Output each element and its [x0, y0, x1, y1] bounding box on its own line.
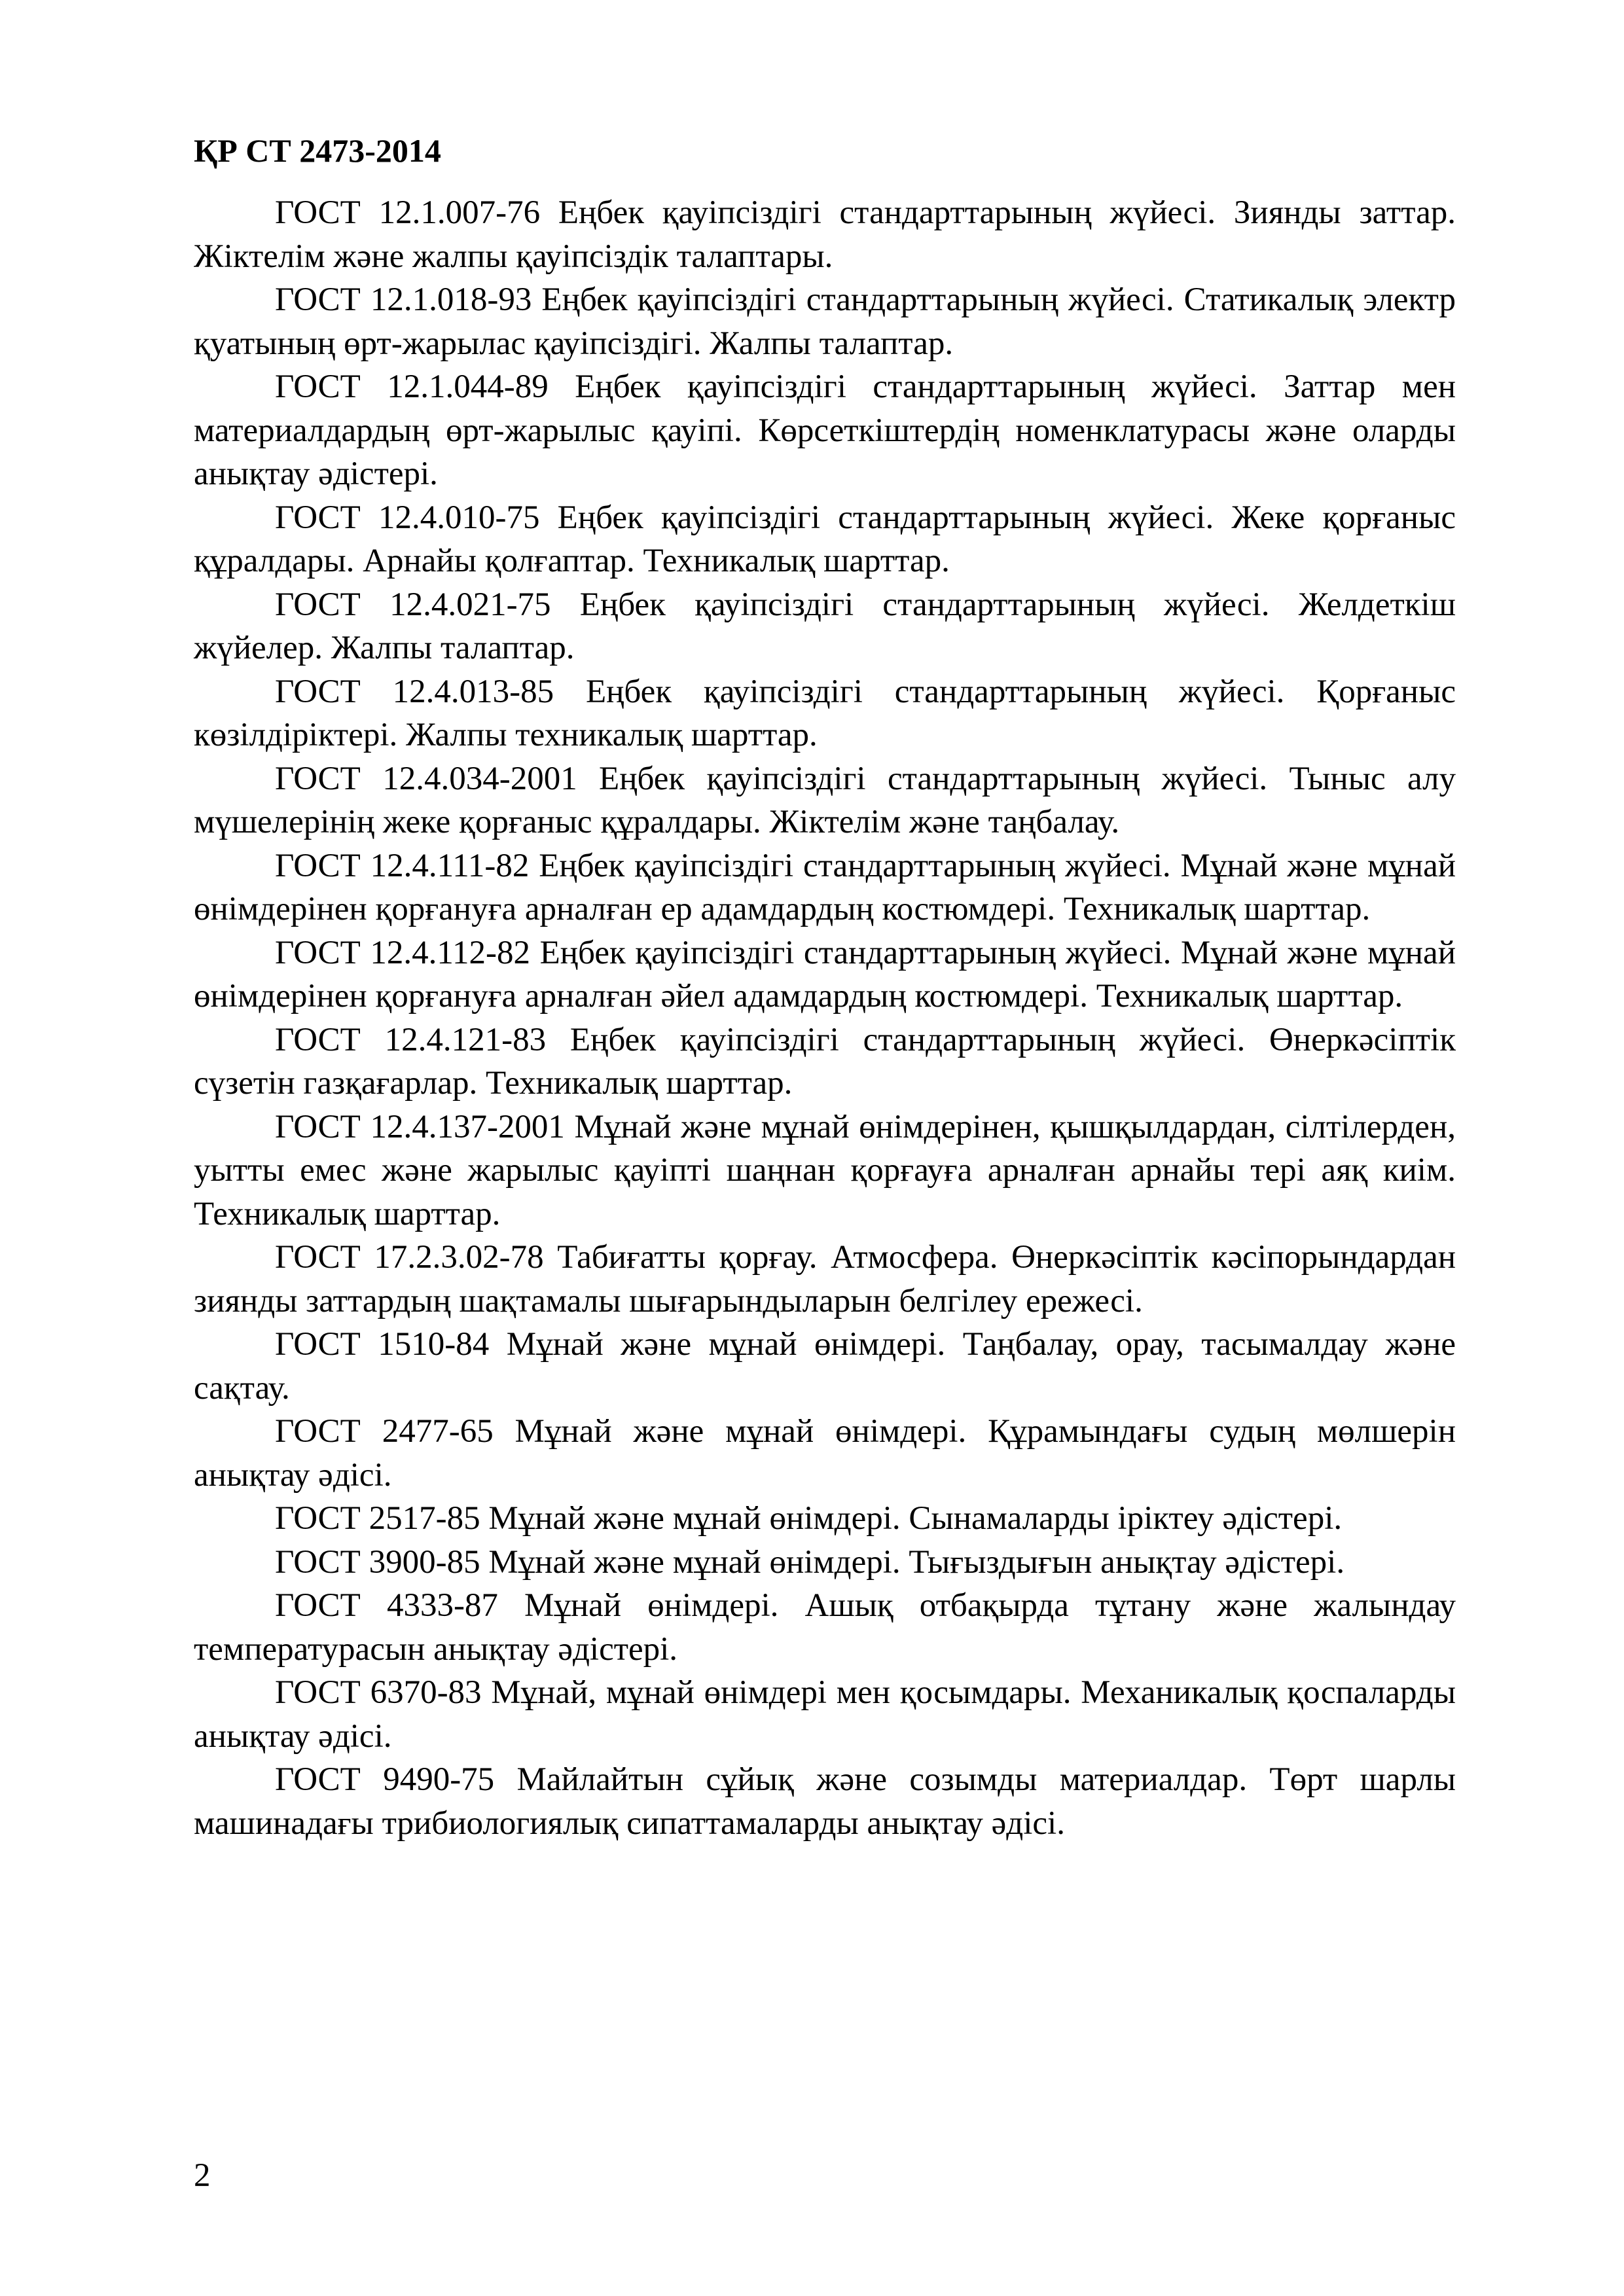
reference-item: ГОСТ 12.4.137-2001 Мұнай және мұнай өнімдерінен, қышқылдардан, сілтілерден, уытты емес және жарылыс қауіпті шаңнан қорғауға арналған арнайы тері аяқ киім. Техникалық шарттар. — [194, 1108, 1456, 1232]
reference-item: ГОСТ 12.1.044-89 Еңбек қауіпсіздігі стандарттарының жүйесі. Заттар мен материалдардың өрт-жарылыс қауіпі. Көрсеткіштердің номенклатурасы және оларды анықтау әдістері. — [194, 368, 1456, 492]
reference-item: ГОСТ 12.4.121-83 Еңбек қауіпсіздігі стандарттарының жүйесі. Өнеркәсіптік сүзетін газқағарлар. Техникалық шарттар. — [194, 1021, 1456, 1102]
reference-item: ГОСТ 12.4.010-75 Еңбек қауіпсіздігі стандарттарының жүйесі. Жеке қорғаныс құралдары. Арнайы қолғаптар. Техникалық шарттар. — [194, 499, 1456, 579]
page-number: 2 — [194, 2157, 211, 2194]
reference-item: ГОСТ 12.4.034-2001 Еңбек қауіпсіздігі стандарттарының жүйесі. Тыныс алу мүшелерінің жеке қорғаныс құралдары. Жіктелім және таңбалау. — [194, 760, 1456, 840]
normative-references-list — [194, 191, 1456, 1845]
reference-item: ГОСТ 6370-83 Мұнай, мұнай өнімдері мен қосымдары. Механикалық қоспаларды анықтау әдісі. — [194, 1674, 1456, 1755]
reference-item: ГОСТ 4333-87 Мұнай өнімдері. Ашық отбақырда тұтану және жалындау температурасын анықтау әдістері. — [194, 1587, 1456, 1668]
reference-item: ГОСТ 12.4.112-82 Еңбек қауіпсіздігі стандарттарының жүйесі. Мұнай және мұнай өнімдерінен қорғануға арналған әйел адамдардың костюмдері. Техникалық шарттар. — [194, 934, 1456, 1014]
reference-item: ГОСТ 17.2.3.02-78 Табиғатты қорғау. Атмосфера. Өнеркәсіптік кәсіпорындардан зиянды заттардың шақтамалы шығарындыларын белгілеу ережесі. — [194, 1239, 1456, 1319]
reference-item: ГОСТ 2517-85 Мұнай және мұнай өнімдері. Сынамаларды іріктеу әдістері. — [275, 1500, 1343, 1537]
reference-item: ГОСТ 12.4.021-75 Еңбек қауіпсіздігі стандарттарының жүйесі. Желдеткіш жүйелер. Жалпы талаптар. — [194, 586, 1456, 666]
reference-item: ГОСТ 12.1.007-76 Еңбек қауіпсіздігі стандарттарының жүйесі. Зиянды заттар. Жіктелім және жалпы қауіпсіздік талаптары. — [194, 194, 1456, 275]
standard-header: ҚР СТ 2473-2014 — [194, 132, 441, 169]
reference-item: ГОСТ 12.1.018-93 Еңбек қауіпсіздігі стандарттарының жүйесі. Статикалық электр қуатының өрт-жарылас қауіпсіздігі. Жалпы талаптар. — [194, 281, 1456, 362]
reference-item: ГОСТ 12.4.013-85 Еңбек қауіпсіздігі стандарттарының жүйесі. Қорғаныс көзілдіріктері. Жалпы техникалық шарттар. — [194, 673, 1456, 753]
reference-item: ГОСТ 1510-84 Мұнай және мұнай өнімдері. Таңбалау, орау, тасымалдау және сақтау. — [194, 1326, 1456, 1407]
reference-item: ГОСТ 12.4.111-82 Еңбек қауіпсіздігі стандарттарының жүйесі. Мұнай және мұнай өнімдерінен қорғануға арналған ер адамдардың костюмдері. Техникалық шарттар. — [194, 847, 1456, 927]
reference-item: ГОСТ 2477-65 Мұнай және мұнай өнімдері. Құрамындағы судың мөлшерін анықтау әдісі. — [194, 1413, 1456, 1494]
reference-item: ГОСТ 3900-85 Мұнай және мұнай өнімдері. Тығыздығын анықтау әдістері. — [275, 1543, 1345, 1581]
reference-item: ГОСТ 9490-75 Майлайтын сұйық және созымды материалдар. Төрт шарлы машинадағы трибиологиялық сипаттамаларды анықтау әдісі. — [194, 1761, 1456, 1842]
